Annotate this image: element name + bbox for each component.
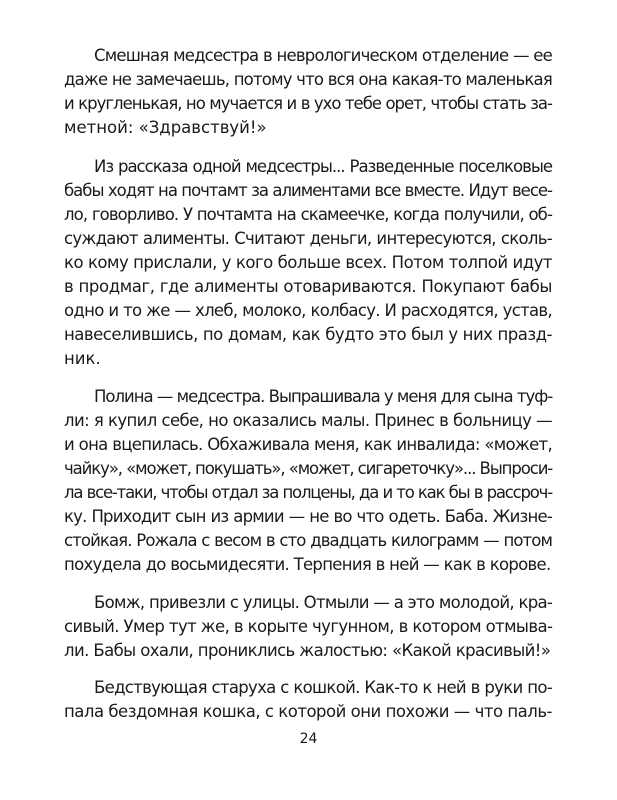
text-line: бабы ходят на почтамт за алиментами все вместе. Идут весе- [64, 181, 552, 200]
text-line: Смешная медсестра в неврологическом отделение — ее [94, 46, 552, 65]
text-line: Бедствующая старуха с кошкой. Как-то к ней в руки по- [94, 678, 552, 697]
text-line: ло, говорливо. У почтамта на скамеечке, когда получили, об- [64, 205, 552, 224]
text-line: ку. Приходит сын из армии — не во что одеть. Баба. Жизне- [64, 507, 552, 526]
text-line: суждают алименты. Считают деньги, интересуются, сколь- [64, 229, 552, 248]
text-line: сивый. Умер тут же, в корыте чугунном, в котором отмыва- [64, 617, 553, 636]
text-line: Полина — медсестра. Выпрашивала у меня для сына туф- [94, 387, 553, 406]
text-line: даже не замечаешь, потому что вся она какая-то маленькая [64, 70, 552, 89]
text-line: стойкая. Рожала с весом в сто двадцать килограмм — потом [64, 531, 552, 550]
text-line: в продмаг, где алименты отовариваются. Покупают бабы [64, 277, 552, 296]
text-line: ла все-таки, чтобы отдал за полцены, да и то как бы в рассроч- [64, 483, 552, 502]
text-line: чайку», «может, покушать», «может, сигареточку»... Выпроси- [64, 459, 553, 478]
text-line: ли. Бабы охали, прониклись жалостью: «Какой красивый!» [64, 641, 551, 660]
text-line: одно и то же — хлеб, молоко, колбасу. И расходятся, устав, [64, 301, 552, 320]
text-line: Из рассказа одной медсестры... Разведенные поселковые [94, 157, 552, 176]
text-line: похудела до восьмидесяти. Терпения в ней — как в корове. [64, 555, 551, 574]
text-line: навеселившись, по домам, как будто это был у них празд- [64, 325, 552, 344]
page-number: 24 [299, 731, 318, 747]
text-line: пала бездомная кошка, с которой они похожи — что паль- [64, 702, 552, 721]
text-line: ли: я купил себе, но оказались малы. Принес в больницу — [64, 411, 552, 430]
text-line: метной: «Здравствуй!» [64, 118, 267, 137]
text-line: и кругленькая, но мучается и в ухо тебе орет, чтобы стать за- [64, 94, 552, 113]
text-line: ко кому прислали, у кого больше всех. Потом толпой идут [64, 253, 552, 272]
text-line: ник. [64, 349, 101, 368]
text-line: Бомж, привезли с улицы. Отмыли — а это молодой, кра- [94, 593, 553, 612]
text-line: и она вцепилась. Обхаживала меня, как инвалида: «может, [64, 435, 552, 454]
